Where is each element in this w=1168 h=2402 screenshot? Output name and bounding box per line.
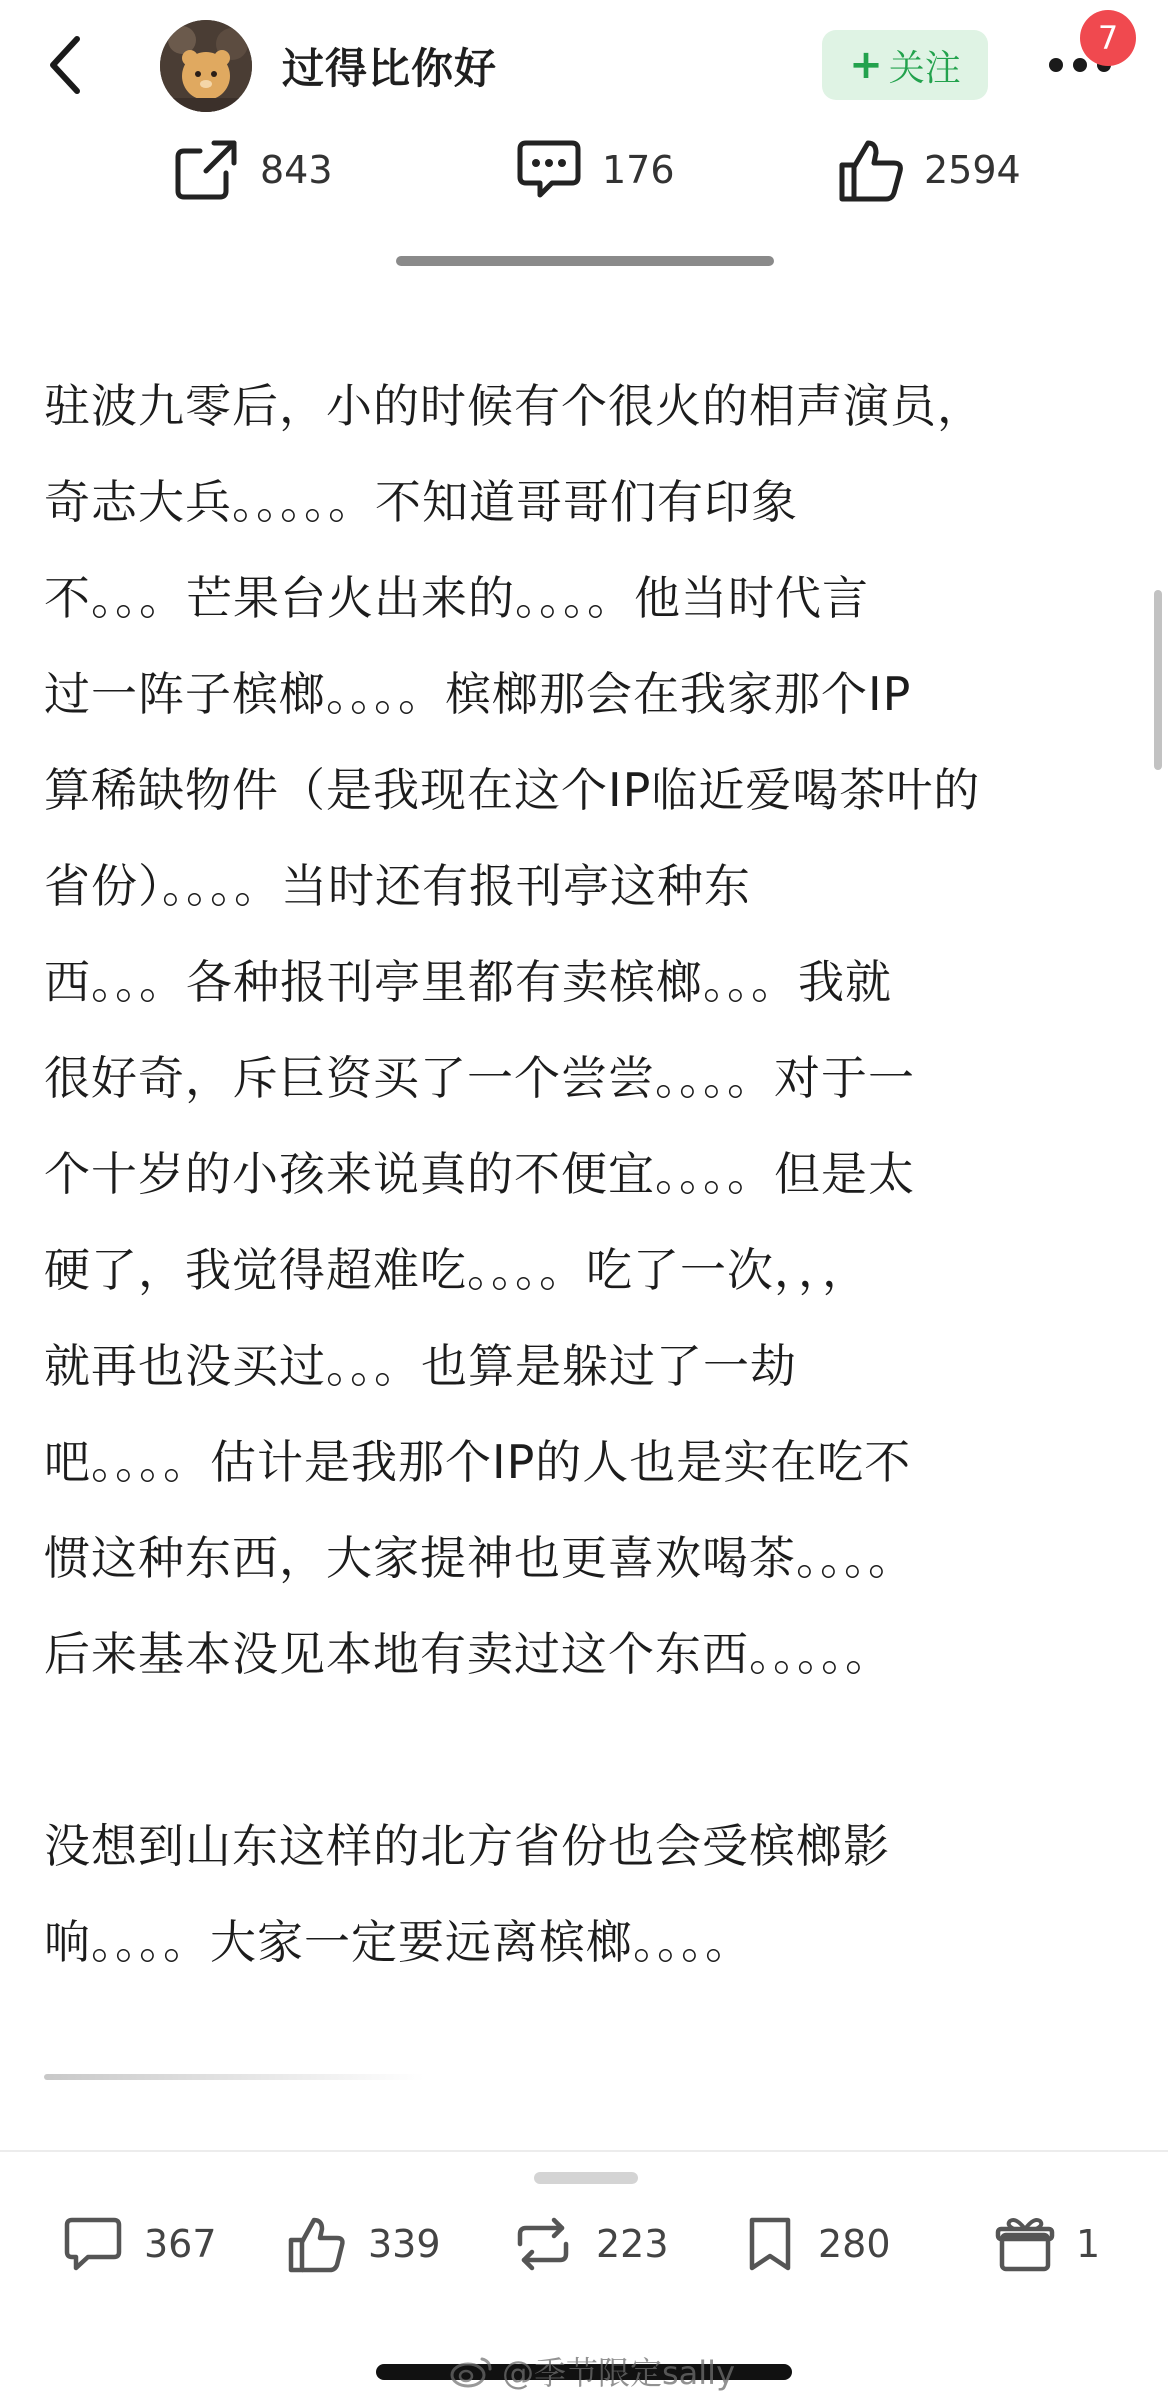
text-line: 不。。。芒果台火出来的。。。。他当时代言 — [44, 571, 869, 625]
share-stat[interactable] — [172, 130, 333, 210]
text-line: 西。。。各种报刊亭里都有卖槟榔。。。我就 — [44, 955, 892, 1009]
like-button[interactable] — [286, 2194, 441, 2294]
image-edge-divider — [44, 2074, 424, 2080]
drag-handle[interactable] — [534, 2172, 638, 2184]
comment-count: 176 — [602, 148, 675, 192]
text-line: 响。。。。大家一定要远离槟榔。。。。 — [44, 1915, 752, 1969]
comment-button[interactable] — [62, 2194, 217, 2294]
text-line: 驻波九零后，小的时候有个很火的相声演员， — [44, 379, 984, 433]
repost-count: 223 — [596, 2222, 669, 2266]
notification-badge: 7 — [1080, 10, 1136, 66]
thumbs-up-icon — [286, 2214, 348, 2274]
comment-bubble-icon — [514, 137, 584, 203]
watermark-text: @季节限定sally — [502, 2354, 736, 2392]
text-line: 没想到山东这样的北方省份也会受槟榔影 — [44, 1819, 890, 1873]
like-stat[interactable] — [836, 130, 1021, 210]
comment-icon — [62, 2214, 124, 2274]
text-line: 惯这种东西，大家提神也更喜欢喝茶。。。。 — [44, 1531, 915, 1585]
text-line: 就再也没买过。。。也算是躲过了一劫 — [44, 1339, 797, 1393]
text-line: 硬了，我觉得超难吃。。。。吃了一次，，， — [44, 1243, 869, 1297]
text-line: 吧。。。。估计是我那个IP的人也是实在吃不 — [44, 1435, 912, 1489]
share-icon — [172, 137, 242, 203]
gift-button[interactable] — [994, 2194, 1100, 2294]
top-nav-bar — [0, 0, 1168, 130]
post-stats-row — [0, 130, 1168, 210]
gift-icon — [994, 2213, 1056, 2275]
vertical-scrollbar[interactable] — [1154, 590, 1162, 770]
text-line: 省份）。。。。当时还有报刊亭这种东 — [44, 859, 751, 913]
avatar-image — [160, 20, 252, 112]
follow-label: 关注 — [888, 47, 961, 89]
bottom-action-bar — [0, 2150, 1168, 2402]
horizontal-scroll-indicator — [396, 256, 774, 266]
like-count: 2594 — [924, 148, 1021, 192]
plus-icon: + — [849, 42, 883, 88]
like-count-bottom: 339 — [368, 2222, 441, 2266]
comment-count-bottom: 367 — [144, 2222, 217, 2266]
repost-icon — [510, 2214, 576, 2274]
avatar[interactable] — [160, 20, 252, 112]
back-button[interactable] — [40, 30, 90, 100]
favorite-button[interactable] — [742, 2194, 891, 2294]
repost-button[interactable] — [510, 2194, 669, 2294]
post-body — [44, 358, 1134, 1990]
share-count: 843 — [260, 148, 333, 192]
paragraph-gap — [44, 1702, 1134, 1798]
text-line: 个十岁的小孩来说真的不便宜。。。。但是太 — [44, 1147, 915, 1201]
follow-button[interactable] — [822, 30, 988, 100]
comment-stat[interactable] — [514, 130, 675, 210]
gift-count: 1 — [1076, 2222, 1101, 2266]
text-line: 算稀缺物件（是我现在这个IP临近爱喝茶叶的 — [44, 763, 981, 817]
text-line: 很好奇，斥巨资买了一个尝尝。。。。对于一 — [44, 1051, 915, 1105]
weibo-logo-icon — [450, 2353, 494, 2389]
username[interactable]: 过得比你好 — [282, 44, 498, 93]
text-line: 奇志大兵。。。。。不知道哥哥们有印象 — [44, 475, 798, 529]
watermark — [450, 2348, 735, 2394]
thumbs-up-icon — [836, 137, 906, 203]
bookmark-icon — [742, 2214, 798, 2274]
text-line: 后来基本没见本地有卖过这个东西。。。。。 — [44, 1627, 892, 1681]
chevron-left-icon — [45, 33, 85, 97]
text-line: 过一阵子槟榔。。。。槟榔那会在我家那个IP — [44, 667, 912, 721]
favorite-count: 280 — [818, 2222, 891, 2266]
